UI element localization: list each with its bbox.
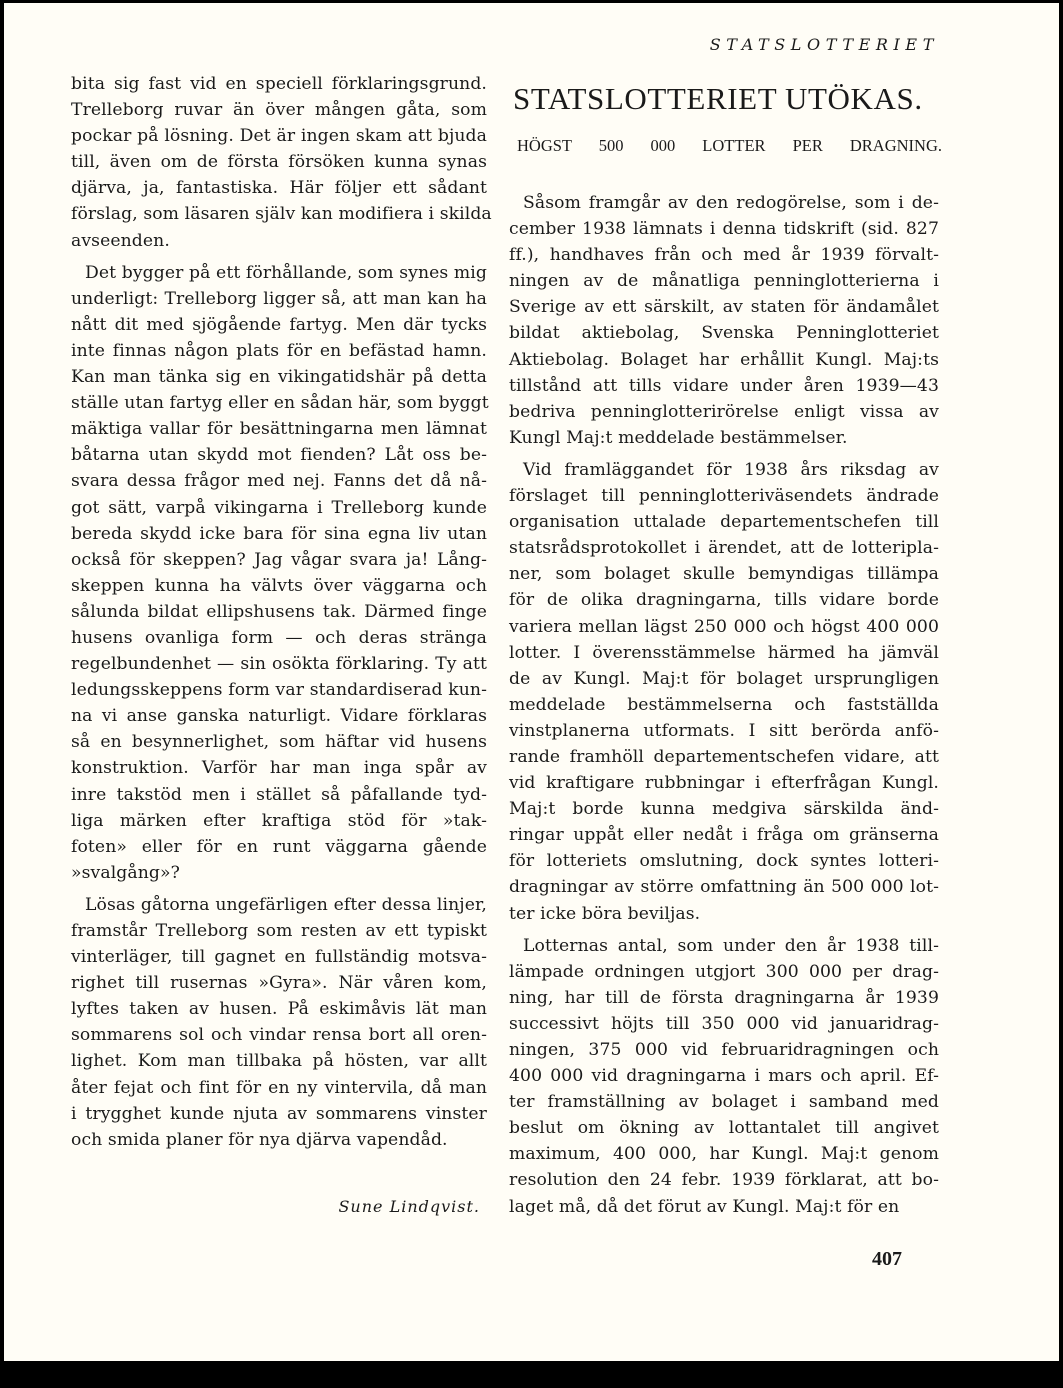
left-column (71, 71, 492, 1153)
text-line: ner, som bolaget skulle bemyndigas tillämpa (509, 564, 939, 585)
article-title: STATSLOTTERIET UTÖKAS. (513, 81, 923, 116)
text-line: svara dessa frågor med nej. Fanns det då nå- (71, 471, 487, 492)
text-line: förslag, som läsaren själv kan modifiera i skilda (71, 204, 492, 225)
article-subtitle: HÖGST 500 000 LOTTER PER DRAGNING. (517, 136, 942, 155)
text-line: Lösas gåtorna ungefärligen efter dessa linjer, (85, 894, 487, 915)
text-line: djärva, ja, fantastiska. Här följer ett sådant (71, 178, 487, 199)
text-line: bedriva penninglotterirörelse enligt vissa av (509, 401, 939, 422)
text-line: bereda skydd icke bara för sina egna liv utan (71, 523, 487, 544)
text-line: ningen av de månatliga penninglotterierna i (509, 271, 939, 292)
text-line: regelbundenhet — sin osökta förklaring. Ty att (71, 654, 487, 675)
text-line: vinstplanerna utformats. I sitt berörda anfö- (509, 720, 939, 741)
text-line: Lotternas antal, som under den år 1938 till- (523, 935, 939, 956)
text-line: inre takstöd men i stället så påfallande tyd- (71, 784, 487, 805)
text-line: också för skeppen? Jag vågar svara ja! Lång- (71, 549, 487, 570)
text-line: ning, har till de första dragningarna år 1939 (509, 987, 939, 1008)
right-column (509, 190, 939, 1220)
text-line: ter icke böra beviljas. (509, 903, 701, 924)
text-line: konstruktion. Varför har man inga spår av (71, 758, 487, 779)
text-line: bita sig fast vid en speciell förklaringsgrund. (71, 74, 487, 94)
text-line: ledungsskeppens form var standardiserad kun- (71, 680, 487, 701)
text-line: bildat aktiebolag, Svenska Penninglotteriet (509, 323, 939, 344)
text-line: statsrådsprotokollet i ärendet, att de lotteripla- (509, 538, 939, 559)
text-line: ter framställning av bolaget i samband med (509, 1092, 939, 1113)
text-line: framstår Trelleborg som resten av ett typiskt (71, 921, 487, 941)
text-line: got sätt, varpå vikingarna i Trelleborg kunde (71, 497, 487, 518)
text-line: lämpade ordningen utgjort 300 000 per drag- (509, 961, 939, 982)
text-line: avseenden. (71, 230, 170, 251)
text-line: till, även om de första försöken kunna synas (71, 152, 487, 173)
text-line: tillstånd att tills vidare under åren 1939—43 (509, 375, 939, 396)
text-line: na vi anse ganska naturligt. Vidare förklaras (71, 706, 487, 727)
text-line: cember 1938 lämnats i denna tidskrift (sid. 827 (509, 219, 939, 240)
text-line: Kungl Maj:t meddelade bestämmelser. (509, 427, 848, 448)
text-line: för de olika dragningarna, tills vidare borde (509, 590, 939, 611)
text-line: ff.), handhaves från och med år 1939 förvalt- (509, 245, 939, 266)
text-line: lotter. I överensstämmelse härmed ha jämväl (509, 642, 939, 663)
text-line: Vid framläggandet för 1938 års riksdag av (523, 459, 939, 480)
text-line: »svalgång»? (71, 862, 180, 883)
text-line: nått dit med sjögående fartyg. Men där tycks (71, 314, 487, 335)
text-line: Det bygger på ett förhållande, som synes mig (85, 262, 487, 283)
text-line: Kan man tänka sig en vikingatidshär på detta (71, 367, 487, 388)
text-line: sommarens sol och vindar rensa bort all oren- (71, 1025, 487, 1046)
paragraph (509, 190, 939, 451)
text-line: rande framhöll departementschefen vidare, att (509, 746, 939, 767)
text-line: sålunda bildat ellipshusens tak. Därmed finge (71, 601, 487, 622)
text-line: successivt höjts till 350 000 vid januaridrag- (509, 1013, 939, 1034)
text-line: variera mellan lägst 250 000 och högst 400 000 (509, 616, 939, 637)
text-line: i trygghet kunde njuta av sommarens vinster (71, 1103, 487, 1124)
text-line: liga märken efter kraftiga stöd för »tak- (71, 810, 487, 831)
text-line: mäktiga vallar för besättningarna men lämnat (71, 419, 487, 440)
text-line: skeppen kunna ha välvts över väggarna och (71, 575, 487, 596)
text-line: pockar på lösning. Det är ingen skam att bjuda (71, 126, 487, 147)
paragraph (71, 71, 492, 254)
paragraph (509, 933, 939, 1220)
text-line: Trelleborg ruvar än över mången gåta, som (71, 100, 487, 121)
text-line: förslaget till penninglotteriväsendets ändrade (509, 486, 939, 507)
running-head: STATSLOTTERIET (709, 35, 939, 54)
author-signature: Sune Lindqvist. (338, 1197, 480, 1216)
text-line: båtarna utan skydd mot fienden? Låt oss be- (71, 445, 487, 466)
text-line: de av Kungl. Maj:t för bolaget ursprungligen (509, 668, 939, 689)
page-number: 407 (872, 1248, 902, 1270)
text-line: åter fejat och fint för en ny vintervila, då man (71, 1077, 487, 1098)
text-line: righet till rusernas »Gyra». När våren kom, (71, 973, 487, 994)
text-line: meddelade bestämmelserna och fastställda (509, 694, 939, 715)
text-line: vid kraftigare rubbningar i efterfrågan Kungl. (509, 773, 939, 794)
paragraph (71, 260, 487, 886)
text-line: och smida planer för nya djärva vapendåd. (71, 1129, 448, 1150)
text-line: lighet. Kom man tillbaka på hösten, var allt (71, 1051, 487, 1072)
text-line: lyftes taken av husen. På eskimåvis lät man (71, 999, 487, 1020)
text-line: vinterläger, till gagnet en fullständig motsva- (71, 947, 487, 968)
text-line: 400 000 vid dragningarna i mars och april. Ef- (509, 1066, 939, 1087)
text-line: ringar uppåt eller nedåt i fråga om gränserna (509, 825, 939, 846)
text-line: beslut om ökning av lottantalet till angivet (509, 1118, 939, 1139)
text-line: husens ovanliga form — och deras stränga (71, 627, 487, 648)
text-line: resolution den 24 febr. 1939 förklarat, att bo- (509, 1170, 939, 1191)
text-line: dragningar av större omfattning än 500 000 lot- (509, 877, 939, 898)
text-line: Sverige av ett särskilt, av staten för ändamålet (509, 297, 939, 318)
document-page (4, 3, 1059, 1361)
text-line: laget må, då det förut av Kungl. Maj:t för en (509, 1196, 900, 1217)
paragraph (71, 892, 487, 1153)
text-line: underligt: Trelleborg ligger så, att man kan ha (71, 288, 487, 309)
text-line: maximum, 400 000, har Kungl. Maj:t genom (509, 1144, 939, 1165)
text-line: ställe utan fartyg eller en sådan här, som byggt (71, 393, 489, 414)
text-line: så en besynnerlighet, som häftar vid husens (71, 732, 487, 753)
text-line: ningen, 375 000 vid februaridragningen och (509, 1040, 939, 1060)
text-line: Aktiebolag. Bolaget har erhållit Kungl. Maj:ts (509, 349, 939, 370)
text-line: Såsom framgår av den redogörelse, som i de- (523, 193, 939, 213)
text-line: inte finnas någon plats för en befästad hamn. (71, 340, 487, 361)
text-line: Maj:t borde kunna medgiva särskilda änd- (509, 799, 939, 820)
text-line: för lotteriets omslutning, dock syntes lotteri- (509, 851, 939, 872)
paragraph (509, 457, 939, 927)
text-line: foten» eller för en runt väggarna gående (71, 836, 487, 857)
text-line: organisation uttalade departementschefen till (509, 512, 939, 533)
